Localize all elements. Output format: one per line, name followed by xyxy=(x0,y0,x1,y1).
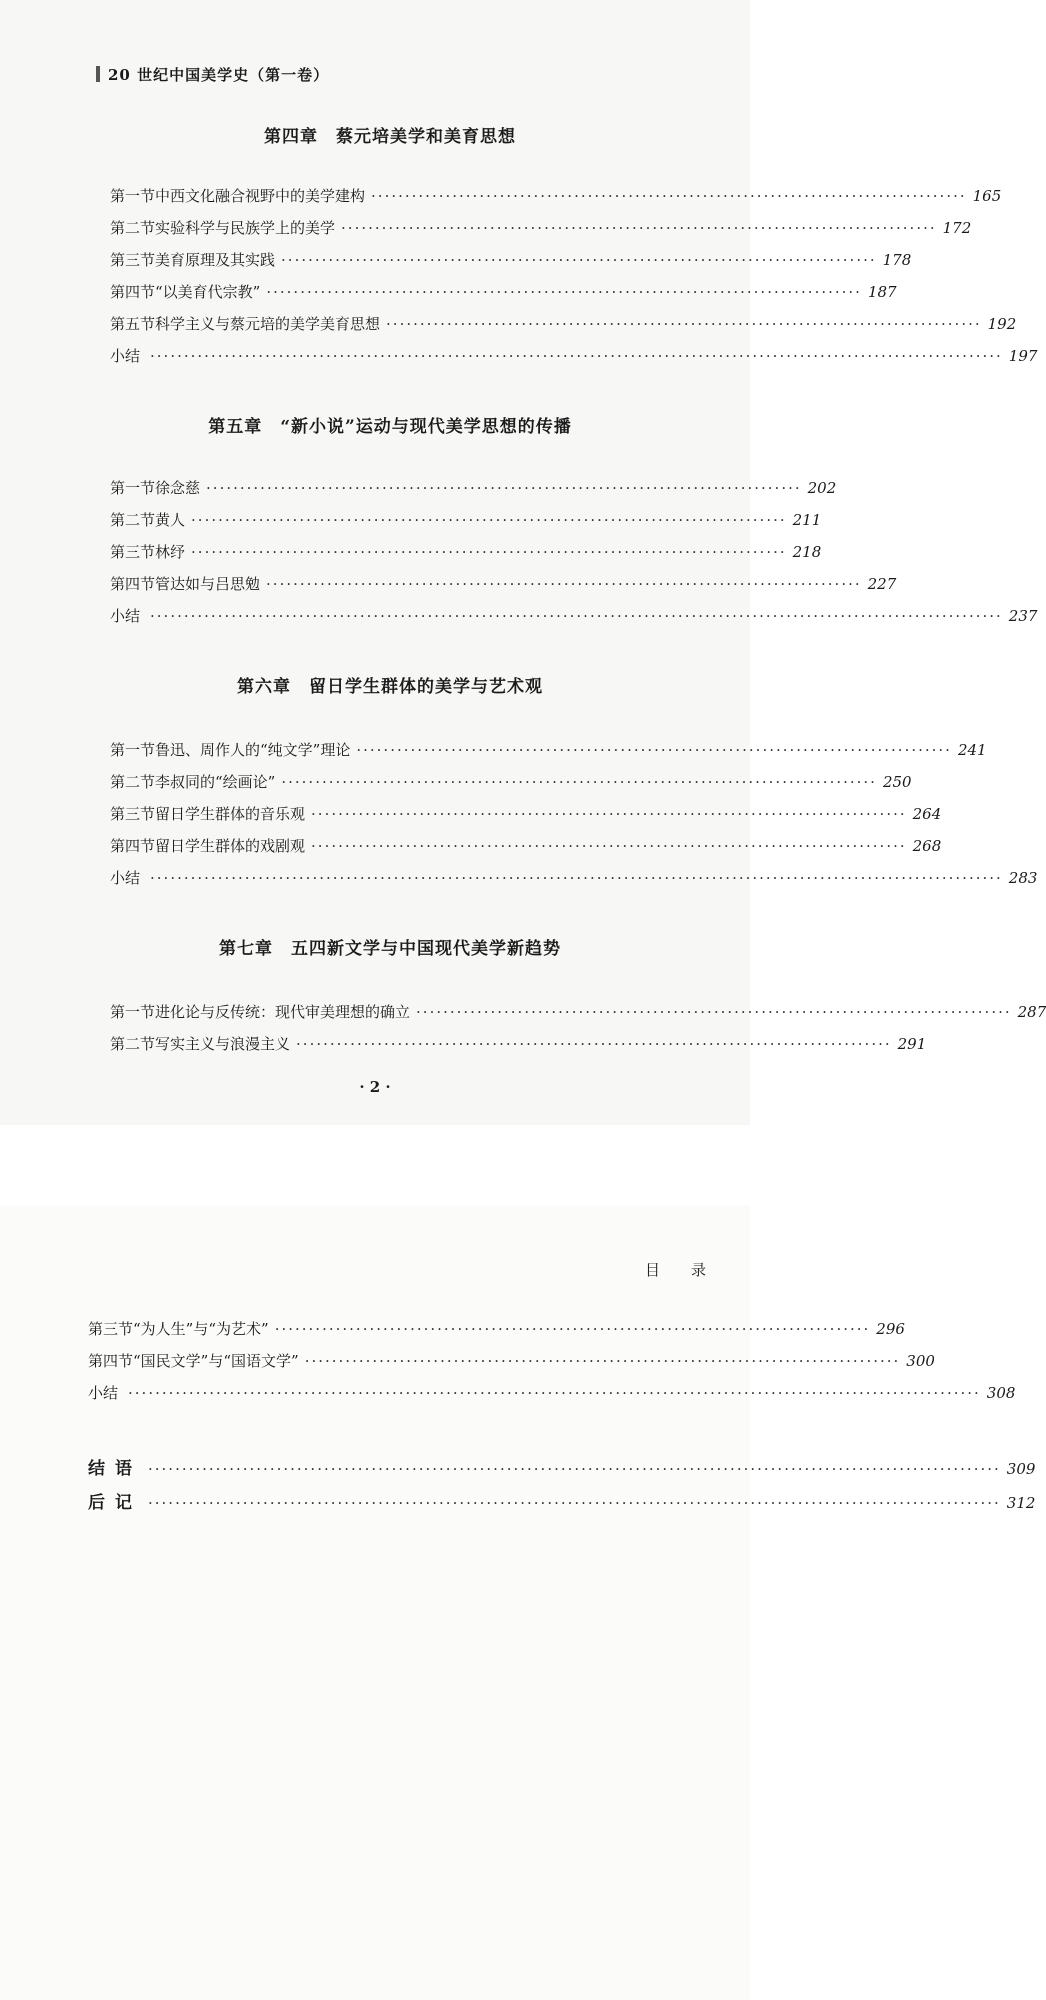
toc-entry[interactable] xyxy=(110,476,837,500)
toc-entry[interactable] xyxy=(110,770,912,794)
entry-page: 268 xyxy=(912,837,942,855)
entry-section: 第四节 xyxy=(88,1352,134,1370)
toc-page-bottom xyxy=(0,1205,1036,2000)
toc-entry[interactable] xyxy=(88,1317,905,1341)
toc-entry[interactable] xyxy=(110,866,1038,890)
entry-section: 第一节 xyxy=(110,187,156,205)
entry-section: 第二节 xyxy=(110,219,156,237)
entry-page: 192 xyxy=(987,315,1017,333)
leader-dots: ························································································ xyxy=(371,187,967,205)
entry-title: 科学主义与蔡元培的美学美育思想 xyxy=(155,315,381,333)
entry-page: 172 xyxy=(942,219,972,237)
toc-entry[interactable] xyxy=(110,1032,927,1056)
toc-entry[interactable] xyxy=(88,1381,1016,1405)
entry-section: 第三节 xyxy=(110,543,156,561)
toc-entry[interactable] xyxy=(110,344,1038,368)
chapter-title: 第四章 蔡元培美学和美育思想 xyxy=(264,127,516,147)
toc-entry[interactable] xyxy=(110,280,897,304)
page-gap xyxy=(0,1125,750,1205)
running-head-bar xyxy=(96,66,100,82)
entry-section: 第四节 xyxy=(110,283,156,301)
entry-section: 第二节 xyxy=(110,1035,156,1053)
toc-entry[interactable] xyxy=(88,1349,935,1373)
entry-section: 第四节 xyxy=(110,837,156,855)
leader-dots: ························································································ xyxy=(281,773,877,791)
entry-page: 312 xyxy=(1006,1494,1036,1512)
entry-title: 林纾 xyxy=(155,543,186,561)
leader-dots: ························································································ xyxy=(311,837,907,855)
toc-entry[interactable] xyxy=(110,540,822,564)
entry-page: 296 xyxy=(876,1320,905,1338)
entry-title: 徐念慈 xyxy=(155,479,201,497)
entry-page: 250 xyxy=(882,773,912,791)
leader-dots: ························································································ xyxy=(416,1003,1012,1021)
entry-section: 小结 xyxy=(110,869,141,887)
entry-section: 小结 xyxy=(110,347,141,365)
page-number: · 2 · xyxy=(359,1078,391,1096)
toc-entry[interactable] xyxy=(110,216,972,240)
toc-entry[interactable] xyxy=(110,1000,1046,1024)
entry-title: 管达如与吕思勉 xyxy=(155,575,261,593)
entry-page: 308 xyxy=(986,1384,1016,1402)
entry-page: 241 xyxy=(957,741,987,759)
entry-title: 黄人 xyxy=(155,511,186,529)
entry-title: 留日学生群体的音乐观 xyxy=(155,805,306,823)
entry-page: 264 xyxy=(912,805,942,823)
leader-dots: ······························································································································ xyxy=(148,1494,1001,1512)
entry-title: 李叔同的“绘画论” xyxy=(155,773,276,791)
entry-page: 178 xyxy=(882,251,912,269)
entry-section: 第四节 xyxy=(110,575,156,593)
leader-dots: ························································································ xyxy=(191,511,787,529)
leader-dots: ························································································ xyxy=(191,543,787,561)
leader-dots: ························································································ xyxy=(356,741,952,759)
toc-entry-afterword[interactable] xyxy=(88,1491,1036,1515)
entry-page: 165 xyxy=(972,187,1002,205)
leader-dots: ························································································ xyxy=(206,479,802,497)
leader-dots: ························································································ xyxy=(266,283,862,301)
entry-page: 227 xyxy=(867,575,897,593)
entry-title: 中西文化融合视野中的美学建构 xyxy=(155,187,366,205)
toc-entry[interactable] xyxy=(110,508,822,532)
entry-page: 211 xyxy=(792,511,822,529)
entry-title: 实验科学与民族学上的美学 xyxy=(155,219,336,237)
leader-dots: ························································································ xyxy=(304,1352,901,1370)
entry-title: 鲁迅、周作人的“纯文学”理论 xyxy=(155,741,351,759)
leader-dots: ······························································································································ xyxy=(150,607,1003,625)
entry-page: 237 xyxy=(1008,607,1038,625)
entry-section: 小结 xyxy=(88,1384,119,1402)
toc-entry-conclusion[interactable] xyxy=(88,1457,1036,1481)
entry-section: 后记 xyxy=(88,1493,142,1513)
toc-entry[interactable] xyxy=(110,802,942,826)
entry-section: 第三节 xyxy=(88,1320,134,1338)
entry-page: 283 xyxy=(1008,869,1038,887)
toc-entry[interactable] xyxy=(110,184,1002,208)
running-head-right: 目 录 xyxy=(644,1261,714,1279)
toc-entry[interactable] xyxy=(110,604,1038,628)
entry-section: 第一节 xyxy=(110,741,156,759)
leader-dots: ························································································ xyxy=(296,1035,892,1053)
entry-section: 第二节 xyxy=(110,773,156,791)
toc-entry[interactable] xyxy=(110,572,897,596)
running-head-text: 20 世纪中国美学史（第一卷） xyxy=(108,66,330,84)
entry-page: 187 xyxy=(867,283,897,301)
leader-dots: ······························································································································ xyxy=(150,347,1003,365)
entry-title: 写实主义与浪漫主义 xyxy=(155,1035,291,1053)
leader-dots: ······························································································································ xyxy=(148,1460,1001,1478)
entry-section: 第五节 xyxy=(110,315,156,333)
entry-section: 结语 xyxy=(88,1459,142,1479)
leader-dots: ························································································ xyxy=(311,805,907,823)
entry-page: 300 xyxy=(906,1352,935,1370)
entry-page: 202 xyxy=(807,479,837,497)
entry-section: 第二节 xyxy=(110,511,156,529)
entry-page: 218 xyxy=(792,543,822,561)
entry-page: 309 xyxy=(1006,1460,1036,1478)
chapter-title: 第六章 留日学生群体的美学与艺术观 xyxy=(237,677,543,697)
running-head xyxy=(96,64,329,85)
entry-section: 第一节 xyxy=(110,479,156,497)
entry-section: 小结 xyxy=(110,607,141,625)
leader-dots: ······························································································································ xyxy=(150,869,1003,887)
leader-dots: ························································································ xyxy=(341,219,937,237)
leader-dots: ························································································ xyxy=(281,251,877,269)
toc-entry[interactable] xyxy=(110,248,912,272)
chapter-title: 第五章 “新小说”运动与现代美学思想的传播 xyxy=(208,417,572,437)
leader-dots: ························································································ xyxy=(386,315,982,333)
leader-dots: ························································································ xyxy=(266,575,862,593)
leader-dots: ························································································ xyxy=(274,1320,871,1338)
entry-page: 287 xyxy=(1017,1003,1046,1021)
toc-entry[interactable] xyxy=(110,834,942,858)
leader-dots: ······························································································································ xyxy=(128,1384,981,1402)
toc-entry[interactable] xyxy=(110,312,1017,336)
toc-entry[interactable] xyxy=(110,738,987,762)
entry-title: 留日学生群体的戏剧观 xyxy=(155,837,306,855)
chapter-title: 第七章 五四新文学与中国现代美学新趋势 xyxy=(219,939,561,959)
entry-section: 第一节 xyxy=(110,1003,156,1021)
entry-page: 291 xyxy=(897,1035,927,1053)
entry-section: 第三节 xyxy=(110,251,156,269)
entry-title: “国民文学”与“国语文学” xyxy=(133,1352,299,1370)
entry-page: 197 xyxy=(1008,347,1038,365)
entry-title: 美育原理及其实践 xyxy=(155,251,276,269)
entry-section: 第三节 xyxy=(110,805,156,823)
entry-title: 进化论与反传统：现代审美理想的确立 xyxy=(155,1003,411,1021)
entry-title: “以美育代宗教” xyxy=(155,283,261,301)
entry-title: “为人生”与“为艺术” xyxy=(133,1320,269,1338)
